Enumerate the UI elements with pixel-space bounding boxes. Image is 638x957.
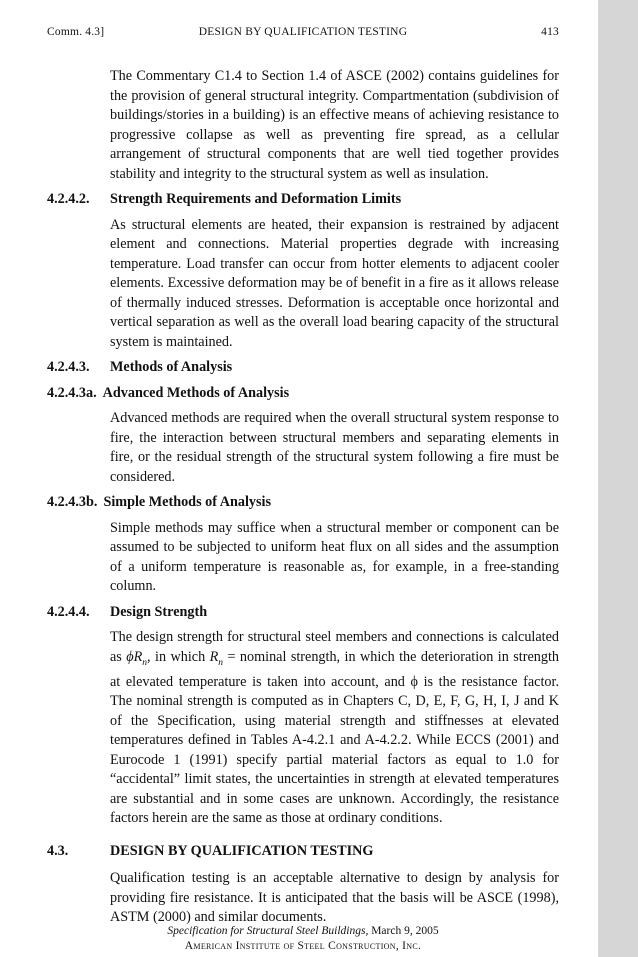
subscript-n: n: [142, 657, 148, 668]
section-heading-43: [47, 842, 559, 862]
footer-publisher: American Institute of Steel Construction, Inc.: [184, 940, 422, 952]
footer-spec-line: [47, 924, 559, 939]
section-title: Simple Methods of Analysis: [103, 494, 271, 510]
section-heading-4244: [47, 603, 559, 623]
section-title: Design Strength: [110, 603, 208, 620]
section-body-4243b: Simple methods may suffice when a structural member or component can be assumed to be subjected to uniform heat flux on all sides and the assumption of a uniform temperature is reasonable as, for example, in a free-standing column.: [110, 519, 559, 594]
page-margin-band: [598, 0, 638, 957]
resistance-factor-symbol: ϕ: [410, 673, 418, 690]
header-chapter-title: DESIGN BY QUALIFICATION TESTING: [198, 26, 408, 38]
section-body-43: Qualification testing is an acceptable alternative to design by analysis for providing fire resistance. It is anticipated that the basis will be ASCE (1998), ASTM (2000) and similar documents.: [110, 870, 559, 926]
section-heading-4243: [47, 358, 559, 378]
section-heading-4243a: [47, 384, 559, 404]
section-body-4244: [110, 628, 559, 829]
footer-date: March 9, 2005: [371, 925, 439, 937]
section-title: DESIGN BY QUALIFICATION TESTING: [110, 842, 374, 859]
section-heading-4242: [47, 190, 559, 210]
running-header: [47, 26, 559, 42]
body-text: = nominal strength, in which the deterioration in strength at elevated temperature is taken into account, and: [110, 648, 559, 690]
section-number: 4.2.4.3b.: [47, 494, 98, 510]
footer-spec-title: Specification for Structural Steel Buildings,: [167, 925, 369, 937]
subscript-n: n: [218, 657, 224, 668]
section-title: Methods of Analysis: [110, 359, 233, 375]
section-number: 4.2.4.3.: [47, 359, 90, 375]
section-title: Strength Requirements and Deformation Limits: [110, 191, 402, 207]
section-body-4242: As structural elements are heated, their expansion is restrained by adjacent element and connections. Material properties degrade with increasing temperature. Load transfer can occur from hotter elements to adjacent cooler elements. Excessive deformation may be of benefit in a fire as it allows release of thermally induced stresses. Deformation is acceptable once horizontal and vertical separation as well as the overall load bearing capacity of the structural system is maintained.: [110, 216, 559, 350]
section-heading-4243b: [47, 493, 559, 513]
nominal-strength-symbol: R: [209, 648, 219, 665]
intro-paragraph: The Commentary C1.4 to Section 1.4 of ASCE (2002) contains guidelines for the provision of general structural integrity. Compartmentation (subdivision of buildings/stories in a building) is an effective means of achieving resistance to progressive collapse as well as preventing fire spread, as a cellular arrangement of structural components that are well tied together provides stability and integrity to the structural system as well as insulation.: [110, 68, 559, 182]
section-title: Advanced Methods of Analysis: [102, 384, 290, 401]
page-body: [47, 67, 559, 928]
header-section-ref: Comm. 4.3]: [47, 26, 105, 38]
section-number: 4.2.4.4.: [47, 603, 90, 620]
body-text: , in which: [147, 648, 210, 665]
page-number: 413: [541, 26, 559, 38]
section-body-4243a: Advanced methods are required when the overall structural system response to fire, the interaction between structural members and separating elements in fire, or the residual strength of the structural system following a fire must be considered.: [110, 410, 559, 485]
body-text: The design strength for structural steel members and connections is calculated as: [110, 629, 559, 665]
section-number: 4.3.: [47, 842, 69, 859]
section-number: 4.2.4.2.: [47, 191, 90, 207]
section-number: 4.2.4.3a.: [47, 384, 97, 401]
body-text: is the resistance factor. The nominal strength is computed as in Chapters C, D, E, F, G, H, I, J and K of the Specification, using material strength and stiffnesses at elevated temperatures defined in Tables A-4.2.1 and A-4.2.2. While ECCS (2001) and Eurocode 1 (1991) specify partial material factors as equal to 1.0 for “accidental” limit states, the uncertainties in strength at elevated temperatures are substantial and in some cases are unknown. Accordingly, the resistance factors herein are the same as those at ordinary conditions.: [110, 673, 559, 827]
design-strength-symbol: ϕR: [126, 648, 143, 665]
